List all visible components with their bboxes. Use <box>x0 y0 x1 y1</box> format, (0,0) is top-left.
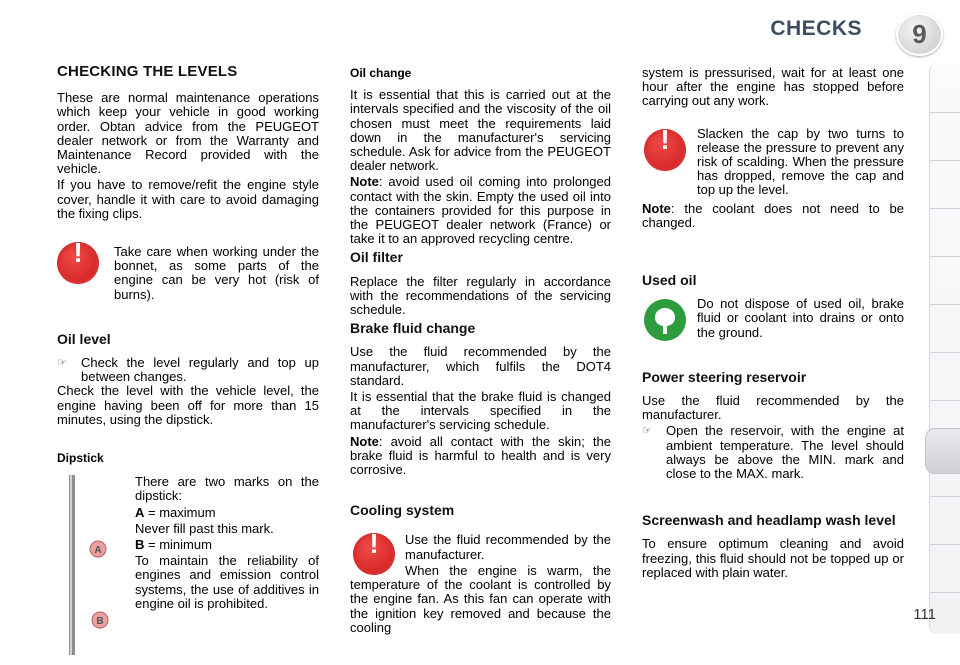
oil-level-bullet <box>57 356 319 384</box>
warning-icon <box>644 129 686 171</box>
edge-tab-active[interactable] <box>925 428 960 474</box>
chapter-title: CHECKS <box>770 17 862 40</box>
intro-paragraph: These are normal maintenance operations which keep your vehicle in good working order. Obtan advice from the PEUGEOT dealer network or from the Warranty and Maintenance Record provided with the vehicle. <box>57 90 319 177</box>
cooling-continued-paragraph: system is pressurised, wait for at least one hour after the engine has stopped before carrying out any work. <box>642 65 904 109</box>
mark-a-line: A = maximum <box>135 504 216 520</box>
subheading-oil-change: Oil change <box>350 66 412 80</box>
section-heading-checking-levels: CHECKING THE LEVELS <box>57 63 238 80</box>
page-number: 111 <box>913 606 936 623</box>
column-2 <box>350 66 611 665</box>
section-heading-used-oil: Used oil <box>642 272 697 289</box>
dipstick-intro: There are two marks on the dipstick: <box>135 474 319 504</box>
oil-filter-paragraph: Replace the filter regularly in accordance with the recommendations of the servicing schedule. <box>350 273 611 318</box>
oil-change-note: Note: avoid used oil coming into prolonged contact with the skin. Empty the used oil into the containers provided for this purpose in the PEUGEOT dealer network (France) or take it to an approved recycling centre. <box>350 174 611 247</box>
column-1 <box>57 65 319 645</box>
section-heading-cooling: Cooling system <box>350 502 455 519</box>
screenwash-paragraph: To ensure optimum cleaning and avoid freezing, this fluid should not be topped up or replaced with plain water. <box>642 536 904 580</box>
cooling-warning-line-2: When the engine is warm, the temperature of the coolant is controlled by the engine fan. As this fan can operate with the ignition key removed and because the cooling <box>350 562 611 635</box>
additives-paragraph: To maintain the reliability of engines and emission control systems, the use of additives in engine oil is prohibited. <box>135 553 319 611</box>
dipstick-text <box>135 475 319 613</box>
section-heading-oil-filter: Oil filter <box>350 249 403 266</box>
cooling-warning <box>350 533 611 634</box>
power-steering-paragraph: Use the fluid recommended by the manufacturer. <box>642 393 904 423</box>
column-3 <box>642 66 904 582</box>
dipstick-section <box>57 475 319 645</box>
oil-change-paragraph: It is essential that this is carried out at the intervals specified and the viscosity of the oil chosen must meet the requirements laid down in the manufacturer's servicing schedule. Ask for advice from the PEUGEOT dealer network. <box>350 87 611 174</box>
section-heading-oil-level: Oil level <box>57 330 111 347</box>
bullet-text: Check the level regularly and top up between changes. <box>81 355 319 385</box>
section-heading-power-steering: Power steering reservoir <box>642 368 807 385</box>
section-heading-brake-fluid: Brake fluid change <box>350 320 476 337</box>
marker-a-label: A <box>94 545 102 557</box>
mark-b-line: B = minimum <box>135 537 212 553</box>
page-header <box>0 0 960 52</box>
slacken-warning-text: Slacken the cap by two turns to release the pressure to prevent any risk of scalding. When the pressure has dropped, remove the cap and top up the level. <box>697 125 904 198</box>
warning-text: Take care when working under the bonnet, as some parts of the engine can be very hot (risk of burns). <box>114 244 319 302</box>
brake-note: Note: avoid all contact with the skin; the brake fluid is harmful to health and is very corrosive. <box>350 433 611 478</box>
chapter-number-badge: 9 <box>896 13 943 56</box>
bullet-text: Open the reservoir, with the engine at ambient temperature. The level should always be above the MIN. mark and close to the MAX. mark. <box>666 423 904 482</box>
brake-paragraph-2: It is essential that the brake fluid is changed at the intervals specified in the manufacturer's servicing schedule. <box>350 389 611 433</box>
chapter-edge-tabs <box>929 64 960 634</box>
cooling-warning-line-1: Use the fluid recommended by the manufacturer. <box>405 532 611 562</box>
power-steering-bullet <box>642 424 904 481</box>
never-fill-line: Never fill past this mark. <box>135 520 274 536</box>
cover-paragraph: If you have to remove/refit the engine style cover, handle it with care to avoid damaging the fixing clips. <box>57 177 319 221</box>
pointing-hand-icon: ☞ <box>57 357 67 370</box>
dipstick-image <box>57 475 127 655</box>
environment-tree-icon <box>644 299 686 341</box>
section-heading-screenwash: Screenwash and headlamp wash level <box>642 512 896 529</box>
oil-level-paragraph: Check the level with the vehicle level, the engine having been off for more than 15 minutes, using the dipstick. <box>57 383 319 427</box>
slacken-cap-warning <box>642 127 904 198</box>
brake-paragraph-1: Use the fluid recommended by the manufacturer, which fulfils the DOT4 standard. <box>350 344 611 388</box>
pointing-hand-icon: ☞ <box>642 425 652 438</box>
used-oil-notice <box>642 297 904 340</box>
hot-engine-warning <box>57 245 319 302</box>
used-oil-text: Do not dispose of used oil, brake fluid or coolant into drains or onto the ground. <box>697 296 904 340</box>
subheading-dipstick: Dipstick <box>57 451 104 466</box>
coolant-note: Note: the coolant does not need to be changed. <box>642 200 904 230</box>
warning-icon <box>57 242 99 284</box>
marker-b-label: B <box>96 616 104 628</box>
